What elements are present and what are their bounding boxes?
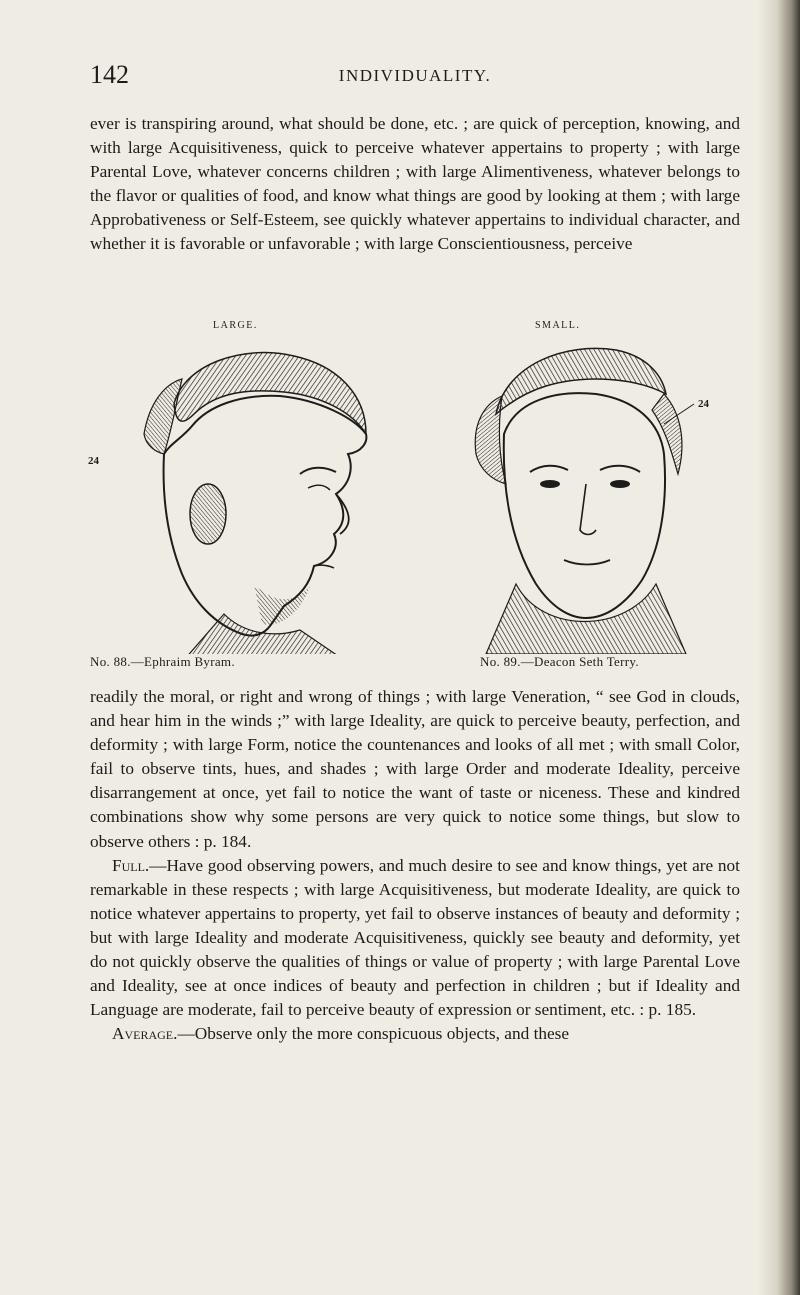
page-number: 142 <box>90 60 129 89</box>
head-small-illustration <box>446 334 716 654</box>
paragraph-continued: readily the moral, or right and wrong of things ; with large Veneration, “ see God in clouds, and hear him in the winds ;” with large Ideality, are quick to perceive beauty, perfection, and deformity ; with large Form, notice the countenances and looks of all met ; with small Color, fail to observe tints, hues, and shades ; with large Order and moderate Ideality, perceive disarrangement at once, yet fail to notice the want of taste or niceness. These and kindred combinations show why some persons are very quick to notice some things, but slow to observe others : p. 184. <box>90 687 740 851</box>
page-header <box>90 60 740 94</box>
paragraph-full-text: —Have good observing powers, and much desire to see and know things, yet are not remarkable in these respects ; with large Acquisitiveness, but moderate Ideality, are quick to notice whatever appertains to property, yet fail to observe instances of beauty and deformity ; but with large Ideality and moderate Acquisitiveness, quickly see beauty and deformity, yet do not quickly observe the qualities of things or value of property ; with large Parental Love and Ideality, see at once indices of beauty and perfection in children ; but if Ideality and Language are moderate, fail to perceive beauty of expression or sentiment, etc. : p. 185. <box>90 855 740 1020</box>
paragraph-full <box>90 854 740 1023</box>
page-edge-shadow <box>758 0 800 1295</box>
paragraph-average <box>90 1022 740 1046</box>
heading-full: Full. <box>112 855 150 875</box>
figure-right-marker: 24 <box>698 398 709 410</box>
heading-average: Average. <box>112 1024 178 1044</box>
figure-right-caption: No. 89.—Deacon Seth Terry. <box>480 654 639 669</box>
figure-left-portrait <box>104 334 394 658</box>
figure-left-label: LARGE. <box>213 320 258 331</box>
paragraph-average-text: —Observe only the more conspicuous objects, and these <box>177 1024 570 1044</box>
figure-right-portrait <box>446 334 716 658</box>
running-head: INDIVIDUALITY. <box>338 66 492 85</box>
figure-left-marker: 24 <box>88 455 99 467</box>
figure-left-caption: No. 88.—Ephraim Byram. <box>90 654 235 669</box>
paragraph-top: ever is transpiring around, what should be done, etc. ; are quick of perception, knowing, and with large Acquisitiveness, quick to perceive whatever appertains to property ; with large Parental Love, whatever concerns children ; with large Alimentiveness, whatever belongs to the flavor or qualities of food, and know what things are good by looking at them ; with large Approbativeness or Self-Esteem, see quickly whatever appertains to individual character, and whether it is favorable or unfavorable ; with large Conscientiousness, perceive <box>90 114 740 254</box>
figure-right-label: SMALL. <box>535 320 581 331</box>
body-text-bottom <box>90 685 740 1046</box>
body-text-top <box>90 112 740 257</box>
head-large-illustration <box>104 334 394 654</box>
